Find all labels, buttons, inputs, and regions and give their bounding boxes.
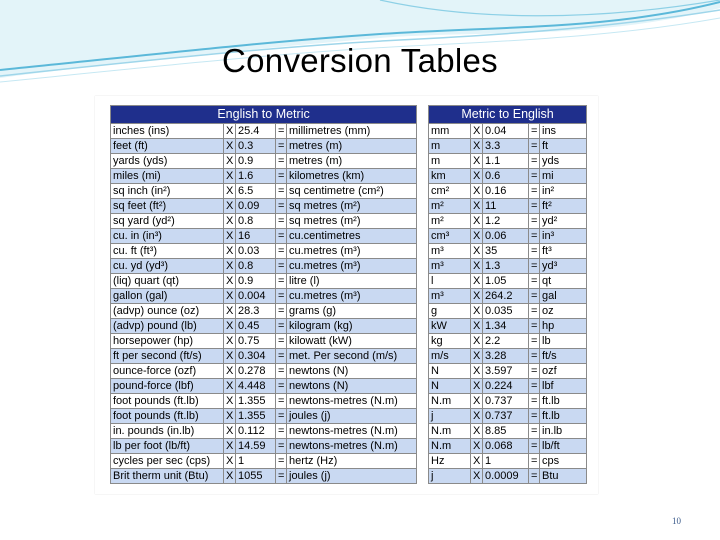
cell-unit-to: metres (m) [287, 154, 417, 169]
cell-unit-from: yards (yds) [111, 154, 224, 169]
cell-equals-sign: = [276, 214, 287, 229]
cell-unit-to: sq metres (m²) [287, 214, 417, 229]
cell-equals-sign: = [529, 169, 540, 184]
cell-factor: 0.16 [483, 184, 529, 199]
cell-multiply-sign: X [224, 199, 236, 214]
cell-equals-sign: = [529, 304, 540, 319]
cell-factor: 0.304 [236, 349, 276, 364]
cell-factor: 25.4 [236, 124, 276, 139]
metric-to-english-header: Metric to English [429, 106, 587, 124]
cell-equals-sign: = [276, 169, 287, 184]
cell-equals-sign: = [529, 334, 540, 349]
cell-unit-from: j [429, 469, 471, 484]
table-row [429, 319, 587, 334]
metric-to-english-table [428, 105, 587, 484]
cell-unit-to: kilowatt (kW) [287, 334, 417, 349]
cell-factor: 0.035 [483, 304, 529, 319]
cell-unit-to: grams (g) [287, 304, 417, 319]
cell-unit-to: ft³ [540, 244, 587, 259]
cell-multiply-sign: X [471, 244, 483, 259]
table-row [111, 124, 417, 139]
cell-factor: 35 [483, 244, 529, 259]
table-row [429, 289, 587, 304]
cell-unit-to: cu.metres (m³) [287, 259, 417, 274]
cell-multiply-sign: X [471, 334, 483, 349]
cell-equals-sign: = [529, 229, 540, 244]
cell-factor: 1 [483, 454, 529, 469]
cell-factor: 2.2 [483, 334, 529, 349]
cell-factor: 1.34 [483, 319, 529, 334]
cell-factor: 1.355 [236, 394, 276, 409]
table-row [111, 454, 417, 469]
cell-unit-to: Btu [540, 469, 587, 484]
cell-factor: 14.59 [236, 439, 276, 454]
cell-factor: 0.224 [483, 379, 529, 394]
cell-factor: 0.45 [236, 319, 276, 334]
table-row [429, 424, 587, 439]
cell-multiply-sign: X [224, 184, 236, 199]
cell-equals-sign: = [276, 184, 287, 199]
cell-multiply-sign: X [224, 244, 236, 259]
table-row [111, 319, 417, 334]
cell-unit-from: cu. yd (yd³) [111, 259, 224, 274]
cell-unit-to: in.lb [540, 424, 587, 439]
cell-multiply-sign: X [471, 349, 483, 364]
cell-unit-to: lb [540, 334, 587, 349]
cell-multiply-sign: X [471, 304, 483, 319]
cell-unit-from: cm² [429, 184, 471, 199]
cell-equals-sign: = [276, 424, 287, 439]
cell-multiply-sign: X [224, 439, 236, 454]
cell-equals-sign: = [276, 394, 287, 409]
cell-equals-sign: = [529, 364, 540, 379]
cell-equals-sign: = [529, 439, 540, 454]
cell-unit-to: ft.lb [540, 394, 587, 409]
cell-factor: 0.004 [236, 289, 276, 304]
cell-unit-from: cu. in (in³) [111, 229, 224, 244]
cell-unit-to: ins [540, 124, 587, 139]
cell-multiply-sign: X [471, 229, 483, 244]
cell-unit-from: lb per foot (lb/ft) [111, 439, 224, 454]
cell-multiply-sign: X [224, 379, 236, 394]
cell-unit-to: newtons (N) [287, 379, 417, 394]
cell-multiply-sign: X [224, 229, 236, 244]
cell-unit-from: m² [429, 199, 471, 214]
table-row [429, 184, 587, 199]
cell-equals-sign: = [529, 199, 540, 214]
table-row [429, 229, 587, 244]
cell-unit-from: cu. ft (ft³) [111, 244, 224, 259]
cell-factor: 28.3 [236, 304, 276, 319]
cell-unit-from: sq inch (in²) [111, 184, 224, 199]
cell-factor: 1.3 [483, 259, 529, 274]
cell-unit-from: feet (ft) [111, 139, 224, 154]
cell-equals-sign: = [276, 244, 287, 259]
cell-unit-to: joules (j) [287, 469, 417, 484]
cell-multiply-sign: X [471, 439, 483, 454]
table-row [111, 244, 417, 259]
cell-unit-to: met. Per second (m/s) [287, 349, 417, 364]
cell-multiply-sign: X [224, 139, 236, 154]
cell-multiply-sign: X [224, 469, 236, 484]
cell-equals-sign: = [529, 454, 540, 469]
cell-multiply-sign: X [471, 184, 483, 199]
table-row [429, 379, 587, 394]
cell-equals-sign: = [276, 274, 287, 289]
table-row [429, 349, 587, 364]
cell-equals-sign: = [276, 124, 287, 139]
cell-factor: 0.8 [236, 259, 276, 274]
cell-factor: 6.5 [236, 184, 276, 199]
table-row [429, 139, 587, 154]
table-row [111, 394, 417, 409]
table-row [111, 364, 417, 379]
cell-multiply-sign: X [224, 124, 236, 139]
cell-multiply-sign: X [224, 214, 236, 229]
cell-unit-to: oz [540, 304, 587, 319]
cell-factor: 0.068 [483, 439, 529, 454]
cell-unit-to: cu.metres (m³) [287, 244, 417, 259]
cell-multiply-sign: X [224, 259, 236, 274]
cell-equals-sign: = [276, 289, 287, 304]
cell-equals-sign: = [529, 409, 540, 424]
cell-unit-to: newtons-metres (N.m) [287, 439, 417, 454]
cell-equals-sign: = [529, 469, 540, 484]
cell-unit-to: lbf [540, 379, 587, 394]
cell-multiply-sign: X [224, 409, 236, 424]
cell-factor: 0.75 [236, 334, 276, 349]
cell-unit-from: (advp) ounce (oz) [111, 304, 224, 319]
table-row [429, 439, 587, 454]
cell-multiply-sign: X [224, 319, 236, 334]
cell-unit-from: Brit therm unit (Btu) [111, 469, 224, 484]
table-row [429, 394, 587, 409]
cell-factor: 11 [483, 199, 529, 214]
cell-unit-from: cm³ [429, 229, 471, 244]
cell-equals-sign: = [276, 349, 287, 364]
cell-unit-to: cu.centimetres [287, 229, 417, 244]
english-to-metric-table [110, 105, 417, 484]
cell-unit-from: cycles per sec (cps) [111, 454, 224, 469]
cell-factor: 0.112 [236, 424, 276, 439]
cell-equals-sign: = [276, 409, 287, 424]
cell-unit-from: l [429, 274, 471, 289]
cell-unit-from: Hz [429, 454, 471, 469]
cell-unit-to: hp [540, 319, 587, 334]
cell-unit-from: kW [429, 319, 471, 334]
cell-unit-to: joules (j) [287, 409, 417, 424]
cell-unit-from: miles (mi) [111, 169, 224, 184]
cell-multiply-sign: X [224, 394, 236, 409]
table-row [111, 214, 417, 229]
cell-factor: 1 [236, 454, 276, 469]
table-row [111, 469, 417, 484]
cell-factor: 8.85 [483, 424, 529, 439]
table-row [111, 154, 417, 169]
cell-unit-to: kilogram (kg) [287, 319, 417, 334]
cell-unit-to: gal [540, 289, 587, 304]
cell-unit-to: kilometres (km) [287, 169, 417, 184]
cell-multiply-sign: X [224, 424, 236, 439]
table-row [429, 214, 587, 229]
cell-unit-to: hertz (Hz) [287, 454, 417, 469]
table-row [111, 274, 417, 289]
cell-unit-to: ft² [540, 199, 587, 214]
cell-factor: 0.3 [236, 139, 276, 154]
cell-multiply-sign: X [471, 214, 483, 229]
cell-equals-sign: = [276, 259, 287, 274]
cell-factor: 0.9 [236, 274, 276, 289]
table-row [429, 409, 587, 424]
cell-multiply-sign: X [224, 304, 236, 319]
cell-factor: 1.2 [483, 214, 529, 229]
cell-equals-sign: = [529, 244, 540, 259]
cell-equals-sign: = [529, 424, 540, 439]
cell-equals-sign: = [276, 334, 287, 349]
cell-unit-from: mm [429, 124, 471, 139]
cell-factor: 16 [236, 229, 276, 244]
slide-title: Conversion Tables [222, 42, 498, 79]
cell-equals-sign: = [276, 469, 287, 484]
cell-multiply-sign: X [471, 289, 483, 304]
cell-multiply-sign: X [471, 364, 483, 379]
cell-unit-from: pound-force (lbf) [111, 379, 224, 394]
cell-unit-from: sq feet (ft²) [111, 199, 224, 214]
cell-unit-to: yd³ [540, 259, 587, 274]
table-row [111, 199, 417, 214]
cell-equals-sign: = [276, 319, 287, 334]
cell-multiply-sign: X [471, 469, 483, 484]
cell-multiply-sign: X [471, 394, 483, 409]
cell-equals-sign: = [276, 229, 287, 244]
cell-unit-from: N.m [429, 394, 471, 409]
cell-multiply-sign: X [471, 454, 483, 469]
cell-unit-from: m³ [429, 244, 471, 259]
cell-factor: 0.03 [236, 244, 276, 259]
cell-equals-sign: = [529, 379, 540, 394]
cell-multiply-sign: X [471, 154, 483, 169]
cell-unit-to: sq metres (m²) [287, 199, 417, 214]
english-to-metric-header: English to Metric [111, 106, 417, 124]
table-row [111, 259, 417, 274]
cell-unit-from: N [429, 364, 471, 379]
cell-unit-to: cps [540, 454, 587, 469]
table-row [111, 184, 417, 199]
cell-multiply-sign: X [471, 199, 483, 214]
cell-unit-from: sq yard (yd²) [111, 214, 224, 229]
cell-equals-sign: = [276, 139, 287, 154]
table-row [429, 199, 587, 214]
cell-multiply-sign: X [471, 259, 483, 274]
cell-unit-to: ft.lb [540, 409, 587, 424]
cell-unit-from: (advp) pound (lb) [111, 319, 224, 334]
table-row [111, 139, 417, 154]
table-row [429, 154, 587, 169]
table-row [429, 244, 587, 259]
cell-factor: 0.0009 [483, 469, 529, 484]
cell-equals-sign: = [529, 184, 540, 199]
table-row [111, 169, 417, 184]
cell-unit-from: N [429, 379, 471, 394]
cell-equals-sign: = [529, 274, 540, 289]
cell-factor: 1.6 [236, 169, 276, 184]
cell-unit-to: yds [540, 154, 587, 169]
cell-factor: 0.9 [236, 154, 276, 169]
cell-equals-sign: = [529, 154, 540, 169]
cell-unit-to: qt [540, 274, 587, 289]
cell-factor: 0.737 [483, 409, 529, 424]
cell-unit-to: in² [540, 184, 587, 199]
table-row [429, 124, 587, 139]
cell-unit-to: newtons-metres (N.m) [287, 394, 417, 409]
cell-multiply-sign: X [224, 364, 236, 379]
table-row [111, 289, 417, 304]
cell-unit-from: kg [429, 334, 471, 349]
cell-factor: 0.06 [483, 229, 529, 244]
cell-unit-from: in. pounds (in.lb) [111, 424, 224, 439]
table-row [429, 169, 587, 184]
cell-unit-to: millimetres (mm) [287, 124, 417, 139]
cell-equals-sign: = [276, 439, 287, 454]
cell-multiply-sign: X [224, 169, 236, 184]
table-row [429, 454, 587, 469]
cell-multiply-sign: X [471, 319, 483, 334]
cell-unit-from: foot pounds (ft.lb) [111, 394, 224, 409]
table-row [111, 379, 417, 394]
cell-unit-to: ft/s [540, 349, 587, 364]
cell-multiply-sign: X [471, 274, 483, 289]
cell-factor: 0.04 [483, 124, 529, 139]
cell-equals-sign: = [529, 214, 540, 229]
cell-equals-sign: = [529, 139, 540, 154]
cell-factor: 0.6 [483, 169, 529, 184]
cell-multiply-sign: X [224, 349, 236, 364]
cell-factor: 1055 [236, 469, 276, 484]
cell-equals-sign: = [276, 199, 287, 214]
cell-unit-to: ft [540, 139, 587, 154]
cell-unit-to: ozf [540, 364, 587, 379]
cell-multiply-sign: X [224, 274, 236, 289]
cell-factor: 264.2 [483, 289, 529, 304]
page-number: 10 [672, 516, 681, 526]
cell-unit-from: N.m [429, 424, 471, 439]
cell-factor: 0.737 [483, 394, 529, 409]
cell-equals-sign: = [276, 364, 287, 379]
table-row [111, 229, 417, 244]
cell-factor: 1.05 [483, 274, 529, 289]
cell-unit-to: in³ [540, 229, 587, 244]
cell-equals-sign: = [529, 349, 540, 364]
cell-multiply-sign: X [471, 169, 483, 184]
cell-equals-sign: = [276, 379, 287, 394]
cell-factor: 4.448 [236, 379, 276, 394]
cell-unit-to: mi [540, 169, 587, 184]
cell-unit-from: m/s [429, 349, 471, 364]
cell-equals-sign: = [529, 259, 540, 274]
cell-unit-from: m³ [429, 259, 471, 274]
table-row [429, 334, 587, 349]
cell-unit-to: cu.metres (m³) [287, 289, 417, 304]
cell-factor: 0.8 [236, 214, 276, 229]
cell-equals-sign: = [276, 304, 287, 319]
table-row [111, 349, 417, 364]
cell-unit-from: foot pounds (ft.lb) [111, 409, 224, 424]
cell-unit-from: horsepower (hp) [111, 334, 224, 349]
cell-multiply-sign: X [224, 334, 236, 349]
table-row [111, 304, 417, 319]
cell-unit-to: newtons (N) [287, 364, 417, 379]
table-row [429, 304, 587, 319]
table-row [111, 409, 417, 424]
cell-equals-sign: = [529, 319, 540, 334]
cell-multiply-sign: X [471, 424, 483, 439]
cell-unit-from: ft per second (ft/s) [111, 349, 224, 364]
cell-multiply-sign: X [224, 154, 236, 169]
cell-multiply-sign: X [471, 379, 483, 394]
cell-multiply-sign: X [471, 139, 483, 154]
table-row [111, 334, 417, 349]
cell-equals-sign: = [529, 289, 540, 304]
cell-unit-from: gallon (gal) [111, 289, 224, 304]
cell-unit-from: m [429, 154, 471, 169]
cell-unit-to: newtons-metres (N.m) [287, 424, 417, 439]
table-row [429, 364, 587, 379]
cell-equals-sign: = [276, 454, 287, 469]
cell-unit-to: yd² [540, 214, 587, 229]
cell-factor: 1.1 [483, 154, 529, 169]
cell-equals-sign: = [529, 394, 540, 409]
cell-unit-from: inches (ins) [111, 124, 224, 139]
cell-unit-to: litre (l) [287, 274, 417, 289]
cell-unit-from: km [429, 169, 471, 184]
table-row [111, 439, 417, 454]
cell-factor: 3.597 [483, 364, 529, 379]
cell-unit-to: lb/ft [540, 439, 587, 454]
table-row [429, 259, 587, 274]
cell-factor: 0.09 [236, 199, 276, 214]
cell-unit-from: m [429, 139, 471, 154]
cell-unit-from: (liq) quart (qt) [111, 274, 224, 289]
cell-unit-from: m³ [429, 289, 471, 304]
cell-factor: 3.28 [483, 349, 529, 364]
cell-unit-from: m² [429, 214, 471, 229]
cell-factor: 0.278 [236, 364, 276, 379]
cell-multiply-sign: X [471, 409, 483, 424]
cell-equals-sign: = [529, 124, 540, 139]
cell-multiply-sign: X [224, 454, 236, 469]
cell-unit-from: ounce-force (ozf) [111, 364, 224, 379]
cell-factor: 1.355 [236, 409, 276, 424]
cell-multiply-sign: X [224, 289, 236, 304]
table-row [429, 469, 587, 484]
cell-unit-to: sq centimetre (cm²) [287, 184, 417, 199]
cell-equals-sign: = [276, 154, 287, 169]
cell-unit-to: metres (m) [287, 139, 417, 154]
cell-multiply-sign: X [471, 124, 483, 139]
cell-factor: 3.3 [483, 139, 529, 154]
table-row [429, 274, 587, 289]
cell-unit-from: g [429, 304, 471, 319]
cell-unit-from: N.m [429, 439, 471, 454]
table-row [111, 424, 417, 439]
cell-unit-from: j [429, 409, 471, 424]
